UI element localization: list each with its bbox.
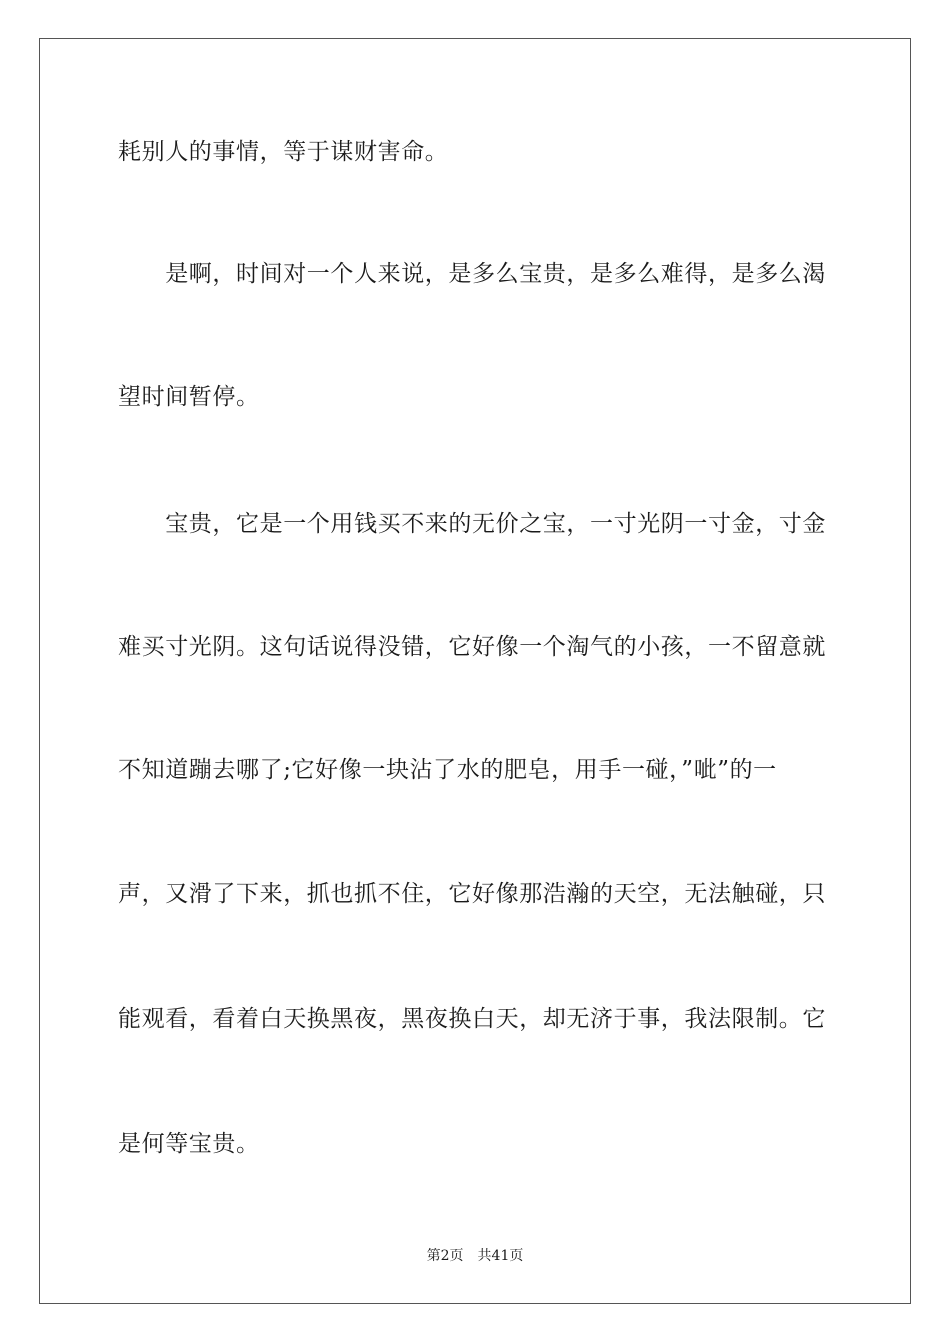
text-line-2: 是啊，时间对一个人来说，是多么宝贵，是多么难得，是多么渴 — [118, 261, 826, 287]
text-line-6: 不知道蹦去哪了;它好像一块沾了水的肥皂，用手一碰，”呲”的一 — [118, 757, 777, 783]
page-frame — [39, 38, 911, 1304]
page-total: 共41页 — [477, 1248, 524, 1264]
text-line-1: 耗别人的事情，等于谋财害命。 — [118, 139, 449, 165]
text-line-3: 望时间暂停。 — [118, 384, 260, 410]
text-line-8: 能观看，看着白天换黑夜，黑夜换白天，却无济于事，我法限制。它 — [118, 1006, 826, 1032]
text-line-9: 是何等宝贵。 — [118, 1131, 260, 1157]
text-line-4: 宝贵，它是一个用钱买不来的无价之宝，一寸光阴一寸金，寸金 — [118, 511, 826, 537]
page-footer — [0, 1247, 950, 1265]
text-line-5: 难买寸光阴。这句话说得没错，它好像一个淘气的小孩，一不留意就 — [118, 634, 826, 660]
page-number: 第2页 — [426, 1248, 464, 1264]
text-line-7: 声，又滑了下来，抓也抓不住，它好像那浩瀚的天空，无法触碰，只 — [118, 881, 826, 907]
